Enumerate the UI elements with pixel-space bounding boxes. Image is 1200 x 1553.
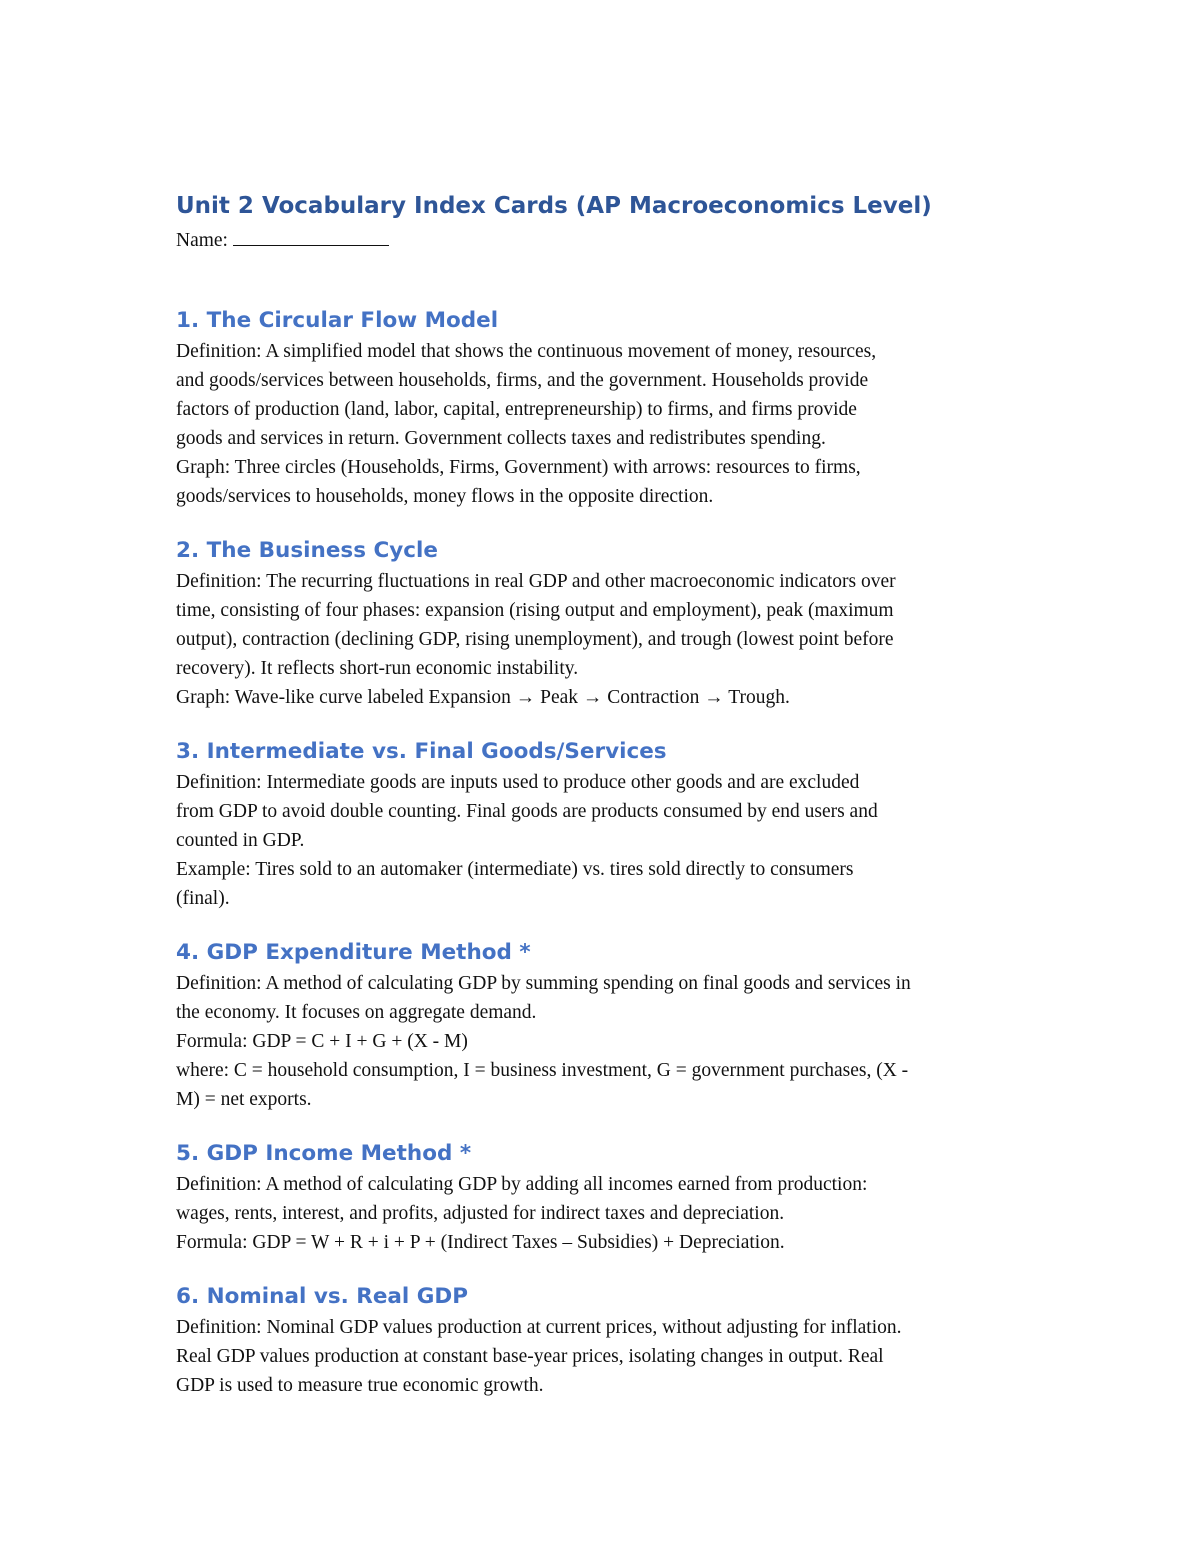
card-formula-line: Formula: GDP = W + R + i + P + (Indirect Taxes – Subsidies) + Depreciation.: [176, 1232, 785, 1253]
card-definition-line: output), contraction (declining GDP, rising unemployment), and trough (lowest point before: [176, 629, 894, 650]
name-label: Name:: [176, 230, 228, 251]
card-definition-line: Definition: A method of calculating GDP by adding all incomes earned from production:: [176, 1174, 868, 1195]
vocab-card-gdp-expenditure: [176, 937, 1036, 1114]
card-definition-line: from GDP to avoid double counting. Final goods are products consumed by end users and: [176, 801, 878, 822]
card-definition-line: Definition: Nominal GDP values production at current prices, without adjusting for inflation.: [176, 1317, 902, 1338]
card-definition-line: Definition: A method of calculating GDP by summing spending on final goods and services in: [176, 973, 911, 994]
name-field-line: [176, 226, 1036, 255]
card-definition-line: wages, rents, interest, and profits, adjusted for indirect taxes and depreciation.: [176, 1203, 785, 1224]
card-definition-line: the economy. It focuses on aggregate demand.: [176, 1002, 537, 1023]
card-definition-line: goods and services in return. Government collects taxes and redistributes spending.: [176, 428, 826, 449]
card-definition-line: factors of production (land, labor, capital, entrepreneurship) to firms, and firms provide: [176, 399, 857, 420]
card-heading: 5. GDP Income Method *: [176, 1141, 472, 1166]
name-blank-underline: [233, 227, 389, 246]
card-heading: 1. The Circular Flow Model: [176, 308, 499, 333]
vocab-card-circular-flow: [176, 305, 1036, 511]
vocab-card-business-cycle: [176, 535, 1036, 712]
card-heading: 2. The Business Cycle: [176, 538, 438, 563]
card-definition-line: Definition: Intermediate goods are inputs used to produce other goods and are excluded: [176, 772, 860, 793]
card-definition-line: time, consisting of four phases: expansion (rising output and employment), peak (maximum: [176, 600, 894, 621]
card-definition-line: and goods/services between households, firms, and the government. Households provide: [176, 370, 869, 391]
card-heading: 6. Nominal vs. Real GDP: [176, 1284, 469, 1309]
card-graph-line: Graph: Wave-like curve labeled Expansion → Peak → Contraction → Trough.: [176, 687, 790, 708]
card-definition-line: counted in GDP.: [176, 830, 305, 851]
card-definition-line: GDP is used to measure true economic growth.: [176, 1375, 544, 1396]
vocab-card-intermediate-final: [176, 736, 1036, 913]
card-formula-line: Formula: GDP = C + I + G + (X - M): [176, 1031, 468, 1052]
card-heading: 4. GDP Expenditure Method *: [176, 940, 531, 965]
document-page: [176, 188, 1036, 1400]
vocab-card-nominal-real: [176, 1281, 1036, 1400]
card-heading: 3. Intermediate vs. Final Goods/Services: [176, 739, 667, 764]
card-example-line: (final).: [176, 888, 230, 909]
card-graph-line: Graph: Three circles (Households, Firms, Government) with arrows: resources to firms,: [176, 457, 861, 478]
card-graph-line: goods/services to households, money flows in the opposite direction.: [176, 486, 714, 507]
card-definition-line: Definition: A simplified model that shows the continuous movement of money, resources,: [176, 341, 877, 362]
card-definition-line: recovery). It reflects short-run economic instability.: [176, 658, 579, 679]
document-title: Unit 2 Vocabulary Index Cards (AP Macroeconomics Level): [176, 193, 932, 219]
vocab-card-gdp-income: [176, 1138, 1036, 1257]
card-definition-line: Real GDP values production at constant base-year prices, isolating changes in output. Real: [176, 1346, 884, 1367]
card-formula-key-line: M) = net exports.: [176, 1089, 312, 1110]
card-definition-line: Definition: The recurring fluctuations in real GDP and other macroeconomic indicators over: [176, 571, 896, 592]
card-example-line: Example: Tires sold to an automaker (intermediate) vs. tires sold directly to consumers: [176, 859, 854, 880]
card-formula-key-line: where: C = household consumption, I = business investment, G = government purchases, (X -: [176, 1060, 909, 1081]
